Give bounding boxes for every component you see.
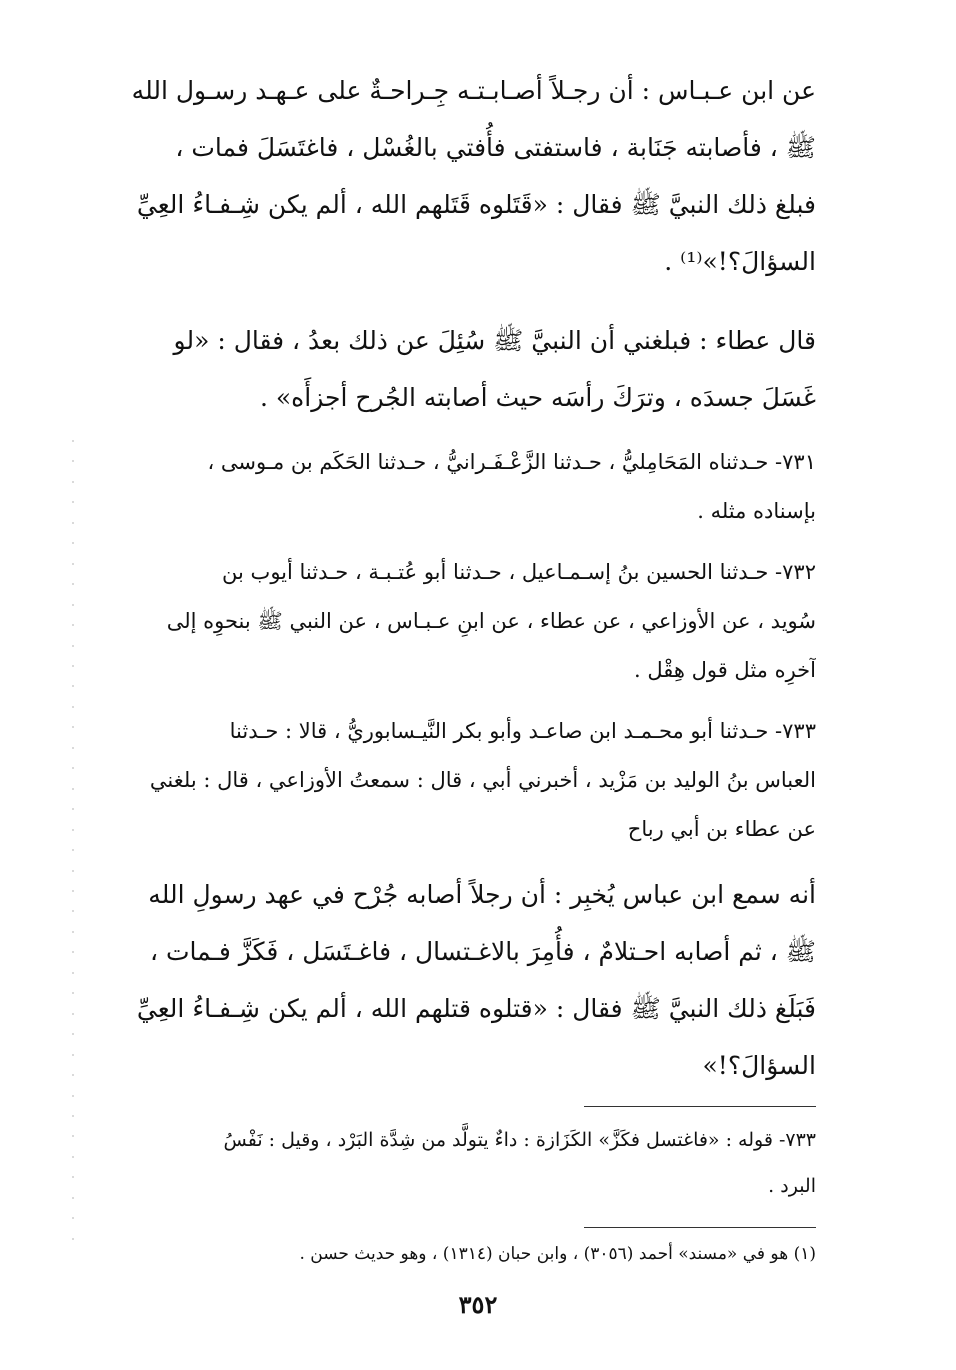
text-line: قال عطاء : فبلغني أن النبيَّ ﷺ سُئِلَ عن ذلك بعدُ ، فقال : «لو bbox=[173, 326, 816, 355]
text-line: أنه سمع ابن عباس يُخبِر : أن رجلاً أصابه جُرْح في عهد رسولِ الله bbox=[148, 880, 816, 909]
text-line: آخرِه مثل قول هِقْل . bbox=[633, 658, 816, 682]
text-line: بإسناده مثله . bbox=[697, 499, 816, 523]
commentary-note bbox=[110, 1117, 816, 1209]
text-line: سُويد ، عن الأوزاعي ، عن عطاء ، عن ابنِ عـبـاس ، عن النبي ﷺ بنحوِه إلى bbox=[166, 609, 816, 633]
text-line: ٧٣١- حـدثناه المَحَامِليُّ ، حـدثنا الزَّعْـفَـرانيُّ ، حـدثنا الحَكَم بن مـوسى ، bbox=[207, 450, 816, 474]
text-line: السؤالَ؟!»⁽¹⁾ . bbox=[664, 247, 816, 276]
footnote-separator bbox=[584, 1227, 816, 1228]
hadith-paragraph-ibn-abbas bbox=[110, 62, 816, 290]
page-number: ٣٥٢ bbox=[458, 1290, 498, 1319]
text-line: البرد . bbox=[768, 1175, 816, 1197]
text-line: ٧٣٣- قوله : «فاغتسل فكَزَّ» الكَزَازة : داءٌ يتولَّد من شِدَّة البَرْد ، وقيل : نَفْسُ bbox=[223, 1129, 816, 1151]
text-line: العباس بنُ الوليد بن مَزْيد ، أخبرني أبي ، قال : سمعتُ الأوزاعي ، قال : بلغني bbox=[149, 768, 816, 792]
text-line: عن ابن عـبـاس : أن رجـلاً أصـابـتـه جِـراحـةٌ على عـهـد رسـول الله bbox=[131, 76, 816, 105]
text-line: عن عطاء بن أبي رباح bbox=[627, 817, 816, 841]
text-line: ﷺ ، فأصابته جَنَابة ، فاستفتى فأُفتي بالغُسْل ، فاغتَسَلَ فمات ، bbox=[175, 133, 816, 162]
text-line: ٧٣٣- حـدثنا أبو محـمـد ابن صاعـد وأبو بكر النَّيـسابوريُّ ، قالا : حـدثنا bbox=[229, 719, 816, 743]
hadith-paragraph-733 bbox=[110, 866, 816, 1094]
text-line: فبلغ ذلك النبيَّ ﷺ فقال : «قَتَلوه قَتَلهم الله ، ألم يكن شِـفـاءُ العِيِّ bbox=[136, 190, 816, 219]
isnad-731 bbox=[110, 438, 816, 536]
hadith-paragraph-ata bbox=[110, 312, 816, 426]
text-line: ﷺ ، ثم أصابه احـتلامٌ ، فأُمِرَ بالاغـتسال ، فاغـتَسَل ، فَكَزَّ فـمات ، bbox=[149, 937, 816, 966]
footnote: (١) هو في «مسند» أحمد (٣٠٥٦) ، وابن حبان (١٣١٤) ، وهو حديث حسن . bbox=[299, 1244, 816, 1264]
text-line: السؤالَ؟!» bbox=[702, 1051, 816, 1080]
isnad-733 bbox=[110, 707, 816, 854]
text-line: فَبَلَغ ذلك النبيَّ ﷺ فقال : «قتلوه قتلهم الله ، ألم يكن شِـفـاءُ العِيِّ bbox=[136, 994, 816, 1023]
isnad-732 bbox=[110, 548, 816, 695]
margin-dotted-line bbox=[66, 440, 80, 1240]
text-line: ٧٣٢- حـدثنا الحسين بنُ إسـمـاعيل ، حـدثنا أبو عُتـبـة ، حـدثنا أيوب بن bbox=[222, 560, 816, 584]
text-line: غَسَلَ جسدَه ، وترَكَ رأسَه حيث أصابته الجُرح أجزأَه» . bbox=[259, 383, 816, 412]
note-separator bbox=[584, 1106, 816, 1107]
